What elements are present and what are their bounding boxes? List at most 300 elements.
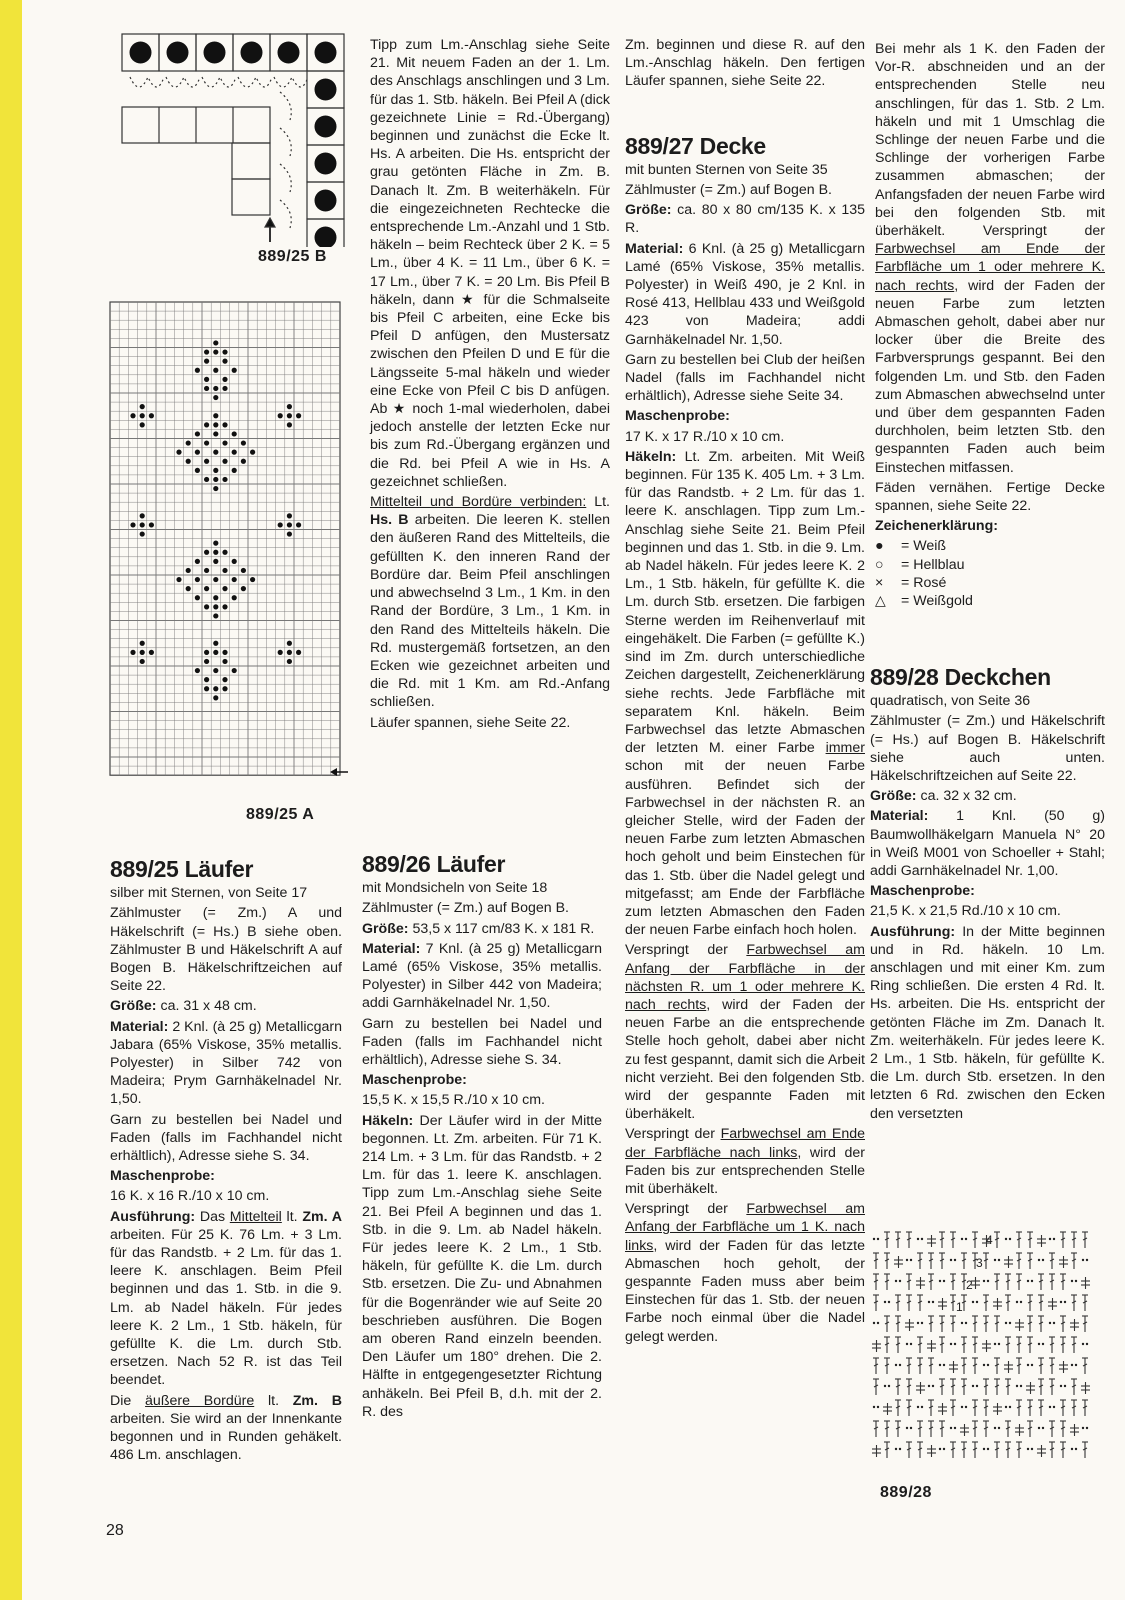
chain-stitch-dot <box>921 1406 923 1408</box>
chain-stitch-dot <box>1027 1448 1029 1450</box>
filled-mesh-dot <box>186 586 191 591</box>
chain-stitch-dot <box>939 1448 941 1450</box>
filled-mesh-dot <box>195 595 200 600</box>
filled-mesh-dot <box>130 650 135 655</box>
chain-stitch-dot <box>1064 1301 1066 1303</box>
filled-mesh-dot <box>140 641 145 646</box>
chain-stitch-dot <box>939 1364 941 1366</box>
chain-stitch-dot <box>1038 1259 1040 1261</box>
filled-mesh-dot <box>149 522 154 527</box>
filled-mesh-dot <box>222 359 227 364</box>
gauge-value: 17 K. x 17 R./10 x 10 cm. <box>625 428 785 445</box>
chain-stitch-dot <box>998 1427 1000 1429</box>
filled-mesh-dot <box>195 431 200 436</box>
chain-stitch-dot <box>972 1301 974 1303</box>
article-889-25-continued <box>370 36 610 734</box>
figure-label-889-25-a: 889/25 A <box>246 806 315 823</box>
filled-mesh-dot <box>222 459 227 464</box>
instructions-shift-1: Verspringt der Farbwechsel am Anfang der Farbfläche in der nächsten R. um 1 oder mehrere K. nach rechts, wird der Faden der neuen Farbe an die entsprechende Stelle hoch geholt, dabei aber nicht zu fest gespannt, damit sich die Arbeit nicht verzieht. Bei den folgenden Stb. wird der gespannte Faden mit überhäkelt. <box>625 942 865 1123</box>
crochet-chart-889-28 <box>868 1225 1100 1465</box>
article-889-28 <box>870 664 1105 1125</box>
legend-symbol: △ <box>875 593 886 610</box>
article-889-27 <box>625 36 865 1348</box>
chain-stitch-dot <box>943 1280 945 1282</box>
filled-mesh-dot <box>204 550 209 555</box>
filled-mesh-dot <box>287 422 292 427</box>
chain-stitch-dot <box>888 1385 890 1387</box>
filled-mesh-dot <box>222 568 227 573</box>
stitch-arc <box>280 128 291 156</box>
filled-mesh-dot <box>222 349 227 354</box>
chain-stitch-dot <box>1009 1322 1011 1324</box>
paragraph: Zählmuster (= Zm.) A und Häkelschrift (= Hs.) B siehe oben. Zählmuster B und Häkelschrift A auf Bogen B. Häkelschriftzeichen auf Seite 22. <box>110 905 342 995</box>
chain-stitch-dot <box>1082 1427 1084 1429</box>
chain-stitch-dot <box>1082 1343 1084 1345</box>
filled-mesh-dot <box>250 577 255 582</box>
stitch-arc <box>130 77 164 87</box>
paragraph: Läufer spannen, siehe Seite 22. <box>370 714 571 731</box>
filled-mesh-dot <box>195 368 200 373</box>
instructions: Häkeln: Lt. Zm. arbeiten. Mit Weiß beginnen. Für 135 K. 405 Lm. + 3 Lm. für das Randstb. + 2 Lm. für das 1. leere K. anschlagen. Tipp zum Lm.-Anschlag siehe Seite 21. Beim Pfeil beginnen und das 1. Stb. in die 9. Lm. ab Nadel häkeln. Für jedes leere K. 2 Lm., 1 Stb. häkeln, für gefüllte K. die Lm. durch Stb. ersetzen. Die farbigen Sterne werden im Reihenverlauf mit eingehäkelt. Die Farben (= gefüllte K.) sind im Zm. durch unterschiedliche Zeichen dargestellt, Zeichenerklärung siehe rechts. Jede Farbfläche mit separatem Knl. häkeln. Beim Farbwechsel das letzte Abmaschen der letzten M. einer Farbe immer schon mit der neuen Farbe ausführen. Befindet sich der Farbwechsel in der nächsten R. an gleicher Stelle, wird der Faden der neuen Farbe zum letzten Abmaschen hoch geholt und beim Einstechen für das 1. Stb. über die Nadel gelegt und mitgefasst; am Ende der Farbfläche zum letzten Abmaschen den Faden der neuen Farbe einfach hoch holen. <box>625 448 865 939</box>
chain-stitch-dot <box>877 1322 879 1324</box>
filled-mesh-dot <box>213 686 218 691</box>
chain-stitch-dot <box>899 1448 901 1450</box>
filled-mesh-dot <box>287 659 292 664</box>
article-889-26 <box>362 851 602 1423</box>
instructions: Ausführung: In der Mitte beginnen und in Rd. häkeln. 10 Lm. anschlagen und mit einer Km. zum Ring schließen. Die ersten 4 Rd. lt. Hs. arbeiten. Die Hs. entspricht der getönten Fläche im Zm. Danach lt. Zm. weiterhäkeln. Für jedes leere K. 2 Lm., 1 Stb. häkeln, für gefüllte K. die Lm. durch Stb. ersetzen. In den letzten 6 Rd. zwischen den Ecken den versetzten <box>870 923 1105 1122</box>
filled-mesh-dot <box>186 440 191 445</box>
chain-stitch-dot <box>954 1259 956 1261</box>
chart-round-label-3: 3 <box>976 1256 983 1270</box>
chain-stitch-dot <box>1053 1406 1055 1408</box>
legend-title: Zeichenerklärung: <box>875 518 998 535</box>
filled-mesh-dot <box>186 459 191 464</box>
chain-stitch-dot <box>928 1385 930 1387</box>
filled-mesh-dot <box>213 349 218 354</box>
chain-stitch-dot <box>1064 1385 1066 1387</box>
filled-mesh-dot <box>287 522 292 527</box>
crochet-chart-889-25-b <box>120 32 345 247</box>
chain-stitch-dot <box>950 1259 952 1261</box>
chain-stitch-dot <box>1053 1322 1055 1324</box>
gauge-label: Maschenprobe: <box>870 883 975 900</box>
filled-mesh-dot <box>204 477 209 482</box>
filled-mesh-dot <box>222 440 227 445</box>
filled-mesh-dot <box>149 650 154 655</box>
article-subtitle: mit Mondsicheln von Seite 18 <box>362 880 548 897</box>
stitch-arc <box>280 164 291 192</box>
filled-mesh-dot <box>213 413 218 418</box>
figure-label-889-25-b: 889/25 B <box>258 248 327 265</box>
filled-mesh-dot <box>222 659 227 664</box>
filled-mesh-dot <box>213 450 218 455</box>
instructions-shift-2: Verspringt der Farbwechsel am Ende der Farbfläche nach links, wird der Faden bis zur entsprechenden Stelle mit überhäkelt. <box>625 1126 866 1197</box>
chain-stitch-dot <box>932 1301 934 1303</box>
paragraph: Zm. beginnen und diese R. auf den Lm.-Anschlag häkeln. Den fertigen Läufer spannen, siehe Seite 22. <box>625 37 865 90</box>
filled-mesh-dot <box>213 604 218 609</box>
chain-stitch-dot <box>1060 1301 1062 1303</box>
filled-mesh-dot <box>213 431 218 436</box>
filled-square-dot <box>167 42 189 64</box>
chain-stitch-dot <box>1031 1448 1033 1450</box>
stitch-arc <box>274 77 308 87</box>
filled-mesh-dot <box>195 450 200 455</box>
filled-mesh-dot <box>204 377 209 382</box>
filled-mesh-dot <box>195 559 200 564</box>
chain-stitch-dot <box>950 1427 952 1429</box>
filled-mesh-dot <box>213 668 218 673</box>
gauge-label: Maschenprobe: <box>362 1072 467 1089</box>
filled-mesh-dot <box>204 677 209 682</box>
article-title: 889/27 Decke <box>625 132 766 159</box>
material-line: Material: 7 Knl. (à 25 g) Metallicgarn Lamé (65% Viskose, 35% metallis. Polyester) in Silber 442 von Madeira; addi Garnhäkelnadel Nr. 1,50. <box>362 940 602 1012</box>
filled-mesh-dot <box>232 431 237 436</box>
chain-stitch-dot <box>921 1322 923 1324</box>
chain-stitch-dot <box>873 1238 875 1240</box>
filled-mesh-dot <box>204 650 209 655</box>
instructions-shift-3: Verspringt der Farbwechsel am Anfang der Farbfläche um 1 K. nach links, wird der Faden für das letzte Abmaschen hoch geholt, der gespannte Faden muss aber beim Einstechen für das 1. Stb. der neuen Farbe noch einmal über die Nadel gelegt werden. <box>625 1201 865 1345</box>
filled-mesh-dot <box>204 604 209 609</box>
article-subtitle: mit bunten Sternen von Seite 35 <box>625 161 828 178</box>
material-line: Material: 2 Knl. (à 25 g) Metallicgarn Jabara (65% Viskose, 35% metallis. Polyester) in Silber 742 von Madeira; Prym Garnhäkelnadel Nr. 1,50. <box>110 1018 342 1108</box>
chain-stitch-dot <box>1042 1343 1044 1345</box>
paragraph: Garn zu bestellen bei Nadel und Faden (falls im Fachhandel nicht erhältlich), Adresse siehe S. 34. <box>362 1015 602 1069</box>
filled-mesh-dot <box>222 477 227 482</box>
chain-stitch-dot <box>1075 1280 1077 1282</box>
filled-mesh-dot <box>232 668 237 673</box>
filled-mesh-dot <box>222 677 227 682</box>
chain-stitch-dot <box>998 1259 1000 1261</box>
stitch-arc <box>280 92 291 120</box>
paragraph: Tipp zum Lm.-Anschlag siehe Seite 21. Mit neuem Faden an der 1. Lm. des Anschlags anschlingen und 3 Lm. für das 1. Stb. häkeln. Bei Pfeil A (dick gezeichnete Linie = Rd.-Übergang) beginnen und zunächst die Ecke lt. Hs. A arbeiten. Die Hs. entspricht der grau getönten Fläche in Zm. B. Danach lt. Zm. B weiterhäkeln. Für die eingezeichneten Rechtecke die entsprechende Lm.-Anzahl und 1 Stb. häkeln – beim Rechteck über 2 K. = 5 Lm., über 4 K. = 11 Lm., über 6 K. = 17 Lm., über 7 K. = 20 Lm. Bis Pfeil B häkeln, dann ★ für die Schmalseite bis Pfeil C arbeiten, eine Ecke bis Pfeil D anfügen, den Mustersatz zwischen den Pfeilen D und E für die Längsseite 5-mal häkeln und wieder eine Ecke von Pfeil C bis D anfügen. Ab ★ noch 1-mal wiederholen, dabei jedoch anstelle der letzten Ecke nur bis zum Rd.-Übergang ergänzen und die Rd. bei Pfeil A wie in Hs. A gezeichnet schließen. <box>370 37 610 490</box>
filled-mesh-dot <box>204 440 209 445</box>
chain-stitch-dot <box>910 1259 912 1261</box>
chain-stitch-dot <box>917 1322 919 1324</box>
chart-round-label-2: 2 <box>966 1278 973 1292</box>
filled-mesh-dot <box>287 650 292 655</box>
chain-stitch-dot <box>943 1448 945 1450</box>
chain-stitch-dot <box>917 1406 919 1408</box>
filled-mesh-dot <box>204 359 209 364</box>
chain-stitch-dot <box>910 1343 912 1345</box>
chain-stitch-dot <box>1020 1301 1022 1303</box>
filled-mesh-dot <box>287 531 292 536</box>
chain-stitch-dot <box>983 1280 985 1282</box>
paragraph: Garn zu bestellen bei Club der heißen Nadel (falls im Fachhandel nicht erhältlich), Adresse siehe Seite 34. <box>625 351 865 405</box>
stitch-arc <box>280 200 291 228</box>
chain-stitch-dot <box>987 1448 989 1450</box>
counting-chart-889-25-a <box>108 300 353 780</box>
filled-mesh-dot <box>287 513 292 518</box>
instructions: Häkeln: Der Läufer wird in der Mitte begonnen. Lt. Zm. arbeiten. Für 71 K. 214 Lm. + 3 Lm. für das Randstb. + 2 Lm. für das 1. leere K. anschlagen. Tipp zum Lm.-Anschlag siehe Seite 21. Bei Pfeil A beginnen und das 1. Stb. in die 9. Lm. ab Nadel häkeln. Für jedes leere K. 2 Lm., 1 Stb. häkeln, für gefüllte K. die Lm. durch Stb. ersetzen. Die Zu- und Abnahmen für die Bogenränder wie auf Seite 20 beschrieben ausführen. Die Bogen am oberen Rand einzeln beenden. Den Läufer um 180° drehen. Die 2. Hälfte in entgegengesetzter Richtung anhäkeln. Bei Pfeil B, d.h. mit der 2. R. des <box>362 1112 602 1420</box>
filled-square-dot <box>130 42 152 64</box>
chain-stitch-dot <box>877 1238 879 1240</box>
filled-mesh-dot <box>204 349 209 354</box>
legend-symbol: ○ <box>875 556 884 573</box>
chain-stitch-dot <box>954 1427 956 1429</box>
filled-mesh-dot <box>241 459 246 464</box>
filled-mesh-dot <box>287 641 292 646</box>
filled-square-dot <box>315 153 337 175</box>
filled-square-dot <box>315 79 337 101</box>
filled-mesh-dot <box>204 568 209 573</box>
chain-stitch-dot <box>994 1343 996 1345</box>
filled-mesh-dot <box>140 659 145 664</box>
filled-mesh-dot <box>213 468 218 473</box>
chain-stitch-dot <box>998 1343 1000 1345</box>
chain-stitch-dot <box>884 1385 886 1387</box>
filled-mesh-dot <box>204 422 209 427</box>
chain-stitch-dot <box>884 1301 886 1303</box>
material-line: Material: 6 Knl. (à 25 g) Metallicgarn Lamé (65% Viskose, 35% metallis. Polyester) in Weiß 490, je 2 Knl. in Rosé 413, Hellblau 433 und Weißgold 423 von Madeira; addi Garnhäkelnadel Nr. 1,50. <box>625 240 865 348</box>
chain-stitch-dot <box>1016 1385 1018 1387</box>
filled-mesh-dot <box>140 531 145 536</box>
chain-stitch-dot <box>939 1280 941 1282</box>
filled-mesh-dot <box>232 559 237 564</box>
filled-mesh-dot <box>176 577 181 582</box>
filled-mesh-dot <box>204 386 209 391</box>
chain-stitch-dot <box>972 1385 974 1387</box>
filled-mesh-dot <box>195 468 200 473</box>
size-line: Größe: ca. 32 x 32 cm. <box>870 788 1017 805</box>
chain-stitch-dot <box>961 1322 963 1324</box>
legend-item: △ = Weißgold <box>875 593 973 610</box>
chain-stitch-dot <box>888 1301 890 1303</box>
instructions-border: Die äußere Bordüre lt. Zm. B arbeiten. Sie wird an der Innenkante begonnen und in Runden gehäkelt. 486 Lm. anschlagen. <box>110 1392 342 1464</box>
chain-stitch-dot <box>1038 1427 1040 1429</box>
filled-mesh-dot <box>222 604 227 609</box>
filled-mesh-dot <box>213 486 218 491</box>
chain-stitch-dot <box>1075 1448 1077 1450</box>
chain-stitch-dot <box>899 1280 901 1282</box>
paragraph: Zählmuster (= Zm.) auf Bogen B. <box>362 900 569 917</box>
chain-stitch-dot <box>1042 1259 1044 1261</box>
chain-stitch-dot <box>1060 1385 1062 1387</box>
filled-square-dot <box>315 42 337 64</box>
chain-stitch-dot <box>877 1406 879 1408</box>
filled-mesh-dot <box>140 404 145 409</box>
filled-mesh-dot <box>232 450 237 455</box>
legend-item: ● = Weiß <box>875 538 947 555</box>
filled-mesh-dot <box>232 577 237 582</box>
chain-stitch-dot <box>1075 1364 1077 1366</box>
filled-mesh-dot <box>213 595 218 600</box>
filled-mesh-dot <box>204 459 209 464</box>
gauge-value: 16 K. x 16 R./10 x 10 cm. <box>110 1188 270 1205</box>
chain-stitch-dot <box>965 1406 967 1408</box>
chain-stitch-dot <box>976 1301 978 1303</box>
chain-stitch-dot <box>987 1280 989 1282</box>
instructions: Ausführung: Das Mittelteil lt. Zm. A arbeiten. Für 25 K. 76 Lm. + 3 Lm. für das Randstb. + 2 Lm. für das 1. leere K. anschlagen. Beim Pfeil beginnen und das 1. Stb. in die 9. Lm. ab Nadel häkeln. Für jedes leere K. 2 Lm., 1 Stb. häkeln, für gefüllte K. die Lm. durch Stb. ersetzen. Nach 52 R. ist das Teil beendet. <box>110 1208 342 1389</box>
material-line: Material: 1 Knl. (50 g) Baumwollhäkelgarn Manuela N° 20 in Weiß M001 von Schoeller + Stahl; addi Garnhäkelnadel Nr. 1,00. <box>870 808 1105 880</box>
chain-stitch-dot <box>1086 1343 1088 1345</box>
paragraph: Zählmuster (= Zm.) und Häkelschrift (= Hs.) auf Bogen B. Häkelschrift siehe auch unten. Häkelschriftzeichen auf Seite 22. <box>870 713 1105 785</box>
filled-mesh-dot <box>213 368 218 373</box>
chain-stitch-dot <box>1009 1406 1011 1408</box>
yellow-page-edge <box>0 0 22 1600</box>
stitch-arc <box>238 77 272 87</box>
filled-mesh-dot <box>222 386 227 391</box>
filled-mesh-dot <box>140 522 145 527</box>
filled-mesh-dot <box>140 413 145 418</box>
filled-mesh-dot <box>241 586 246 591</box>
filled-mesh-dot <box>140 513 145 518</box>
filled-mesh-dot <box>213 613 218 618</box>
filled-mesh-dot <box>232 368 237 373</box>
chain-stitch-dot <box>994 1259 996 1261</box>
paragraph: Zählmuster (= Zm.) auf Bogen B. <box>625 182 832 199</box>
filled-mesh-dot <box>213 340 218 345</box>
chain-stitch-dot <box>1086 1259 1088 1261</box>
article-title: 889/25 Läufer <box>110 856 254 882</box>
filled-mesh-dot <box>232 595 237 600</box>
chain-stitch-dot <box>983 1448 985 1450</box>
chain-stitch-dot <box>1082 1259 1084 1261</box>
legend-symbol: × <box>875 574 884 591</box>
filled-mesh-dot <box>213 641 218 646</box>
chain-stitch-dot <box>1042 1427 1044 1429</box>
chain-stitch-dot <box>928 1301 930 1303</box>
gauge-label: Maschenprobe: <box>625 408 730 425</box>
filled-square-dot <box>204 42 226 64</box>
chain-stitch-dot <box>906 1427 908 1429</box>
filled-mesh-dot <box>130 522 135 527</box>
filled-mesh-dot <box>278 650 283 655</box>
filled-mesh-dot <box>213 395 218 400</box>
chain-stitch-dot <box>895 1364 897 1366</box>
chain-stitch-dot <box>1049 1322 1051 1324</box>
filled-mesh-dot <box>130 413 135 418</box>
chain-stitch-dot <box>1049 1406 1051 1408</box>
chain-stitch-dot <box>1027 1364 1029 1366</box>
filled-mesh-dot <box>176 450 181 455</box>
chain-stitch-dot <box>1086 1427 1088 1429</box>
filled-mesh-dot <box>222 422 227 427</box>
filled-mesh-dot <box>213 550 218 555</box>
chain-stitch-dot <box>1009 1238 1011 1240</box>
chain-stitch-dot <box>1020 1385 1022 1387</box>
article-889-27-continued <box>875 40 1105 610</box>
chain-stitch-dot <box>987 1364 989 1366</box>
gauge-label: Maschenprobe: <box>110 1168 215 1185</box>
gauge-value: 21,5 K. x 21,5 Rd./10 x 10 cm. <box>870 903 1061 920</box>
chain-stitch-dot <box>906 1343 908 1345</box>
filled-mesh-dot <box>222 377 227 382</box>
gauge-value: 15,5 K. x 15,5 R./10 x 10 cm. <box>362 1092 545 1109</box>
chain-stitch-dot <box>965 1238 967 1240</box>
paragraph: Fäden vernähen. Fertige Decke spannen, siehe Seite 22. <box>875 479 1105 515</box>
filled-mesh-dot <box>287 413 292 418</box>
chain-stitch-dot <box>1071 1280 1073 1282</box>
figure-label-889-28: 889/28 <box>880 1484 932 1501</box>
filled-mesh-dot <box>241 568 246 573</box>
legend-item: ○ = Hellblau <box>875 556 965 573</box>
chain-stitch-dot <box>917 1238 919 1240</box>
chain-stitch-dot <box>910 1427 912 1429</box>
article-subtitle: quadratisch, von Seite 36 <box>870 693 1031 710</box>
size-line: Größe: 53,5 x 117 cm/83 K. x 181 R. <box>362 920 595 937</box>
chain-stitch-dot <box>1031 1280 1033 1282</box>
filled-mesh-dot <box>278 522 283 527</box>
chain-stitch-dot <box>1053 1238 1055 1240</box>
filled-mesh-dot <box>140 422 145 427</box>
filled-mesh-dot <box>140 650 145 655</box>
paragraph: Garn zu bestellen bei Nadel und Faden (falls im Fachhandel nicht erhältlich), Adresse siehe S. 34. <box>110 1111 342 1165</box>
legend-symbol: ● <box>875 538 884 555</box>
stitch-arc <box>202 77 236 87</box>
chart-round-label-1: 1 <box>956 1300 963 1314</box>
chain-stitch-dot <box>899 1364 901 1366</box>
filled-square-dot <box>315 116 337 138</box>
chain-stitch-dot <box>983 1364 985 1366</box>
chain-stitch-dot <box>1016 1301 1018 1303</box>
filled-mesh-dot <box>222 686 227 691</box>
filled-square-dot <box>315 227 337 248</box>
chain-stitch-dot <box>1071 1448 1073 1450</box>
chain-stitch-dot <box>1031 1364 1033 1366</box>
chain-stitch-dot <box>961 1406 963 1408</box>
filled-mesh-dot <box>213 422 218 427</box>
arrow-head <box>265 218 275 227</box>
chain-stitch-dot <box>932 1385 934 1387</box>
paragraph: Bei mehr als 1 K. den Faden der Vor-R. abschneiden und an der entsprechenden Stelle neu anschlingen, für das 1. Stb. 2 Lm. häkeln und mit 1 Umschlag die Schlinge der neuen Farbe und die Schlinge der vorherigen Farbe zusammen abmaschen; der Anfangsfaden der neuen Farbe wird bei den folgenden Stb. mit überhäkelt. Verspringt der Farbwechsel am Ende der Farbfläche um 1 oder mehrere K. nach rechts, wird der Faden der neuen Farbe zum letzten Abmaschen geholt, dabei aber nur locker über die Breite des Farbversprungs gespannt. Bei den folgenden Lm. und Stb. den Faden zum Abmaschen abwechselnd unter und über dem gespannten Faden durchholen, beim letzten Stb. den gespannten Faden auch beim Einstechen mitfassen. <box>875 41 1105 476</box>
filled-mesh-dot <box>195 577 200 582</box>
filled-mesh-dot <box>278 413 283 418</box>
filled-square-dot <box>278 42 300 64</box>
filled-mesh-dot <box>232 468 237 473</box>
chain-stitch-dot <box>906 1259 908 1261</box>
chain-stitch-dot <box>1005 1238 1007 1240</box>
chain-stitch-dot <box>1038 1343 1040 1345</box>
chart-round-label-4: 4 <box>986 1233 993 1247</box>
chain-stitch-dot <box>895 1448 897 1450</box>
chain-stitch-dot <box>873 1406 875 1408</box>
filled-mesh-dot <box>186 568 191 573</box>
filled-mesh-dot <box>149 413 154 418</box>
chain-stitch-dot <box>873 1322 875 1324</box>
chain-stitch-dot <box>961 1238 963 1240</box>
filled-mesh-dot <box>213 541 218 546</box>
stitch-arc <box>166 77 200 87</box>
filled-mesh-dot <box>287 404 292 409</box>
chain-stitch-dot <box>921 1238 923 1240</box>
legend <box>875 537 1105 610</box>
filled-mesh-dot <box>296 650 301 655</box>
size-line: Größe: ca. 31 x 48 cm. <box>110 998 257 1015</box>
filled-mesh-dot <box>213 695 218 700</box>
grid-cell <box>232 179 270 215</box>
filled-mesh-dot <box>213 650 218 655</box>
legend-item: × = Rosé <box>875 574 947 591</box>
article-889-25 <box>110 856 342 1467</box>
filled-mesh-dot <box>222 586 227 591</box>
chain-stitch-dot <box>954 1343 956 1345</box>
chain-stitch-dot <box>1049 1238 1051 1240</box>
filled-mesh-dot <box>204 659 209 664</box>
chain-stitch-dot <box>950 1343 952 1345</box>
chain-stitch-dot <box>1027 1280 1029 1282</box>
filled-mesh-dot <box>250 450 255 455</box>
filled-mesh-dot <box>195 668 200 673</box>
filled-mesh-dot <box>204 586 209 591</box>
chain-stitch-dot <box>994 1427 996 1429</box>
chain-stitch-dot <box>965 1322 967 1324</box>
article-subtitle: silber mit Sternen, von Seite 17 <box>110 885 308 902</box>
filled-mesh-dot <box>222 650 227 655</box>
filled-mesh-dot <box>204 686 209 691</box>
chain-stitch-dot <box>1071 1364 1073 1366</box>
article-title: 889/26 Läufer <box>362 851 506 877</box>
